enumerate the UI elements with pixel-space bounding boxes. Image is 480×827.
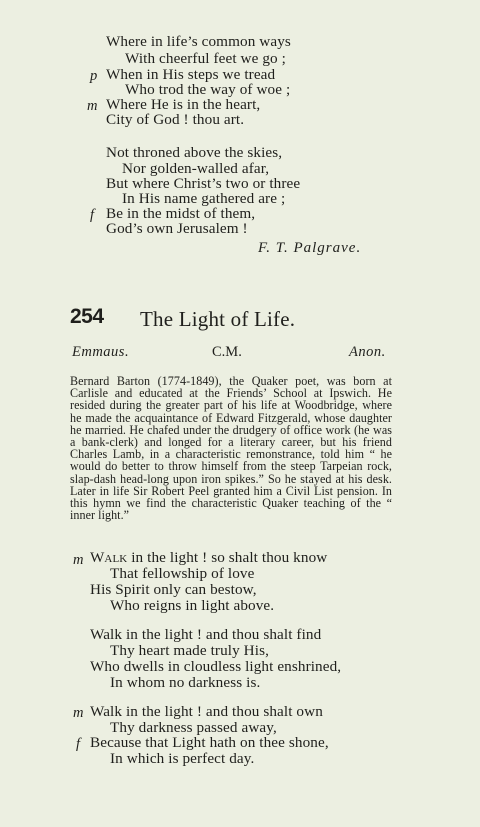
verse-line: When in His steps we tread: [106, 66, 276, 83]
verse-line-rest: in the light ! so shalt thou know: [127, 549, 328, 566]
dynamic-mark: m: [73, 705, 84, 721]
verse-line: Not throned above the skies,: [106, 144, 283, 161]
verse-line: God’s own Jerusalem !: [106, 220, 248, 237]
verse-line: Who dwells in cloudless light enshrined,: [90, 658, 342, 675]
verse-line: Walk in the light ! and thou shalt find: [90, 626, 322, 643]
hymn-title: The Light of Life.: [140, 307, 296, 331]
verse-line: Nor golden-walled afar,: [122, 160, 270, 177]
verse-line: His Spirit only can bestow,: [90, 581, 257, 598]
verse-line: City of God ! thou art.: [106, 111, 245, 128]
author-attribution: F. T. Palgrave.: [258, 240, 362, 256]
dynamic-mark: f: [76, 736, 81, 752]
verse-line: Thy darkness passed away,: [110, 719, 277, 736]
verse-line: Walk in the light ! and thou shalt own: [90, 703, 323, 720]
biographical-note: Bernard Barton (1774-1849), the Quaker poet, was born at Carlisle and educated at the Friends’ School at Ipswich. He resided during the greater part of his life at Woodbridge, where he made the acquaintance of Edward Fitzgerald, whose daughter he married. He chafed under the drudgery of office work (he was a bank-clerk) and longed for a literary career, but his friend Charles Lamb, in a characteristic remonstrance, told him “ he would do better to throw himself from the steep Tarpeian rock, slap-dash head-long upon iron spikes.” So he stayed at his desk. Later in life Sir Robert Peel granted him a Civil List pension. In this hymn we find the characteristic Quaker teaching of the “ inner light.”: [70, 374, 392, 523]
verse-line: In whom no darkness is.: [110, 674, 261, 691]
tune-name: Emmaus.: [72, 344, 130, 360]
dynamic-mark: f: [90, 207, 95, 223]
verse-line: In which is perfect day.: [110, 750, 255, 767]
verse-line: Who trod the way of woe ;: [125, 81, 291, 98]
verse-line: Where He is in the heart,: [106, 96, 261, 113]
verse-line: That fellowship of love: [110, 565, 255, 582]
verse-line: But where Christ’s two or three: [106, 175, 301, 192]
verse-line: Be in the midst of them,: [106, 205, 256, 222]
verse-line: In His name gathered are ;: [122, 190, 286, 207]
composer: Anon.: [349, 344, 386, 360]
dynamic-mark: m: [73, 552, 84, 568]
dynamic-mark: p: [90, 68, 98, 84]
dynamic-mark: m: [87, 98, 98, 114]
verse-line: Where in life’s common ways: [106, 33, 291, 50]
verse-line: Thy heart made truly His,: [110, 642, 269, 659]
hymn-number: 254: [70, 305, 104, 328]
meter: C.M.: [212, 344, 242, 360]
verse-lead-word: Walk: [90, 549, 128, 566]
verse-line: Because that Light hath on thee shone,: [90, 734, 329, 751]
verse-line: Who reigns in light above.: [110, 597, 275, 614]
verse-line: With cheerful feet we go ;: [125, 50, 286, 67]
